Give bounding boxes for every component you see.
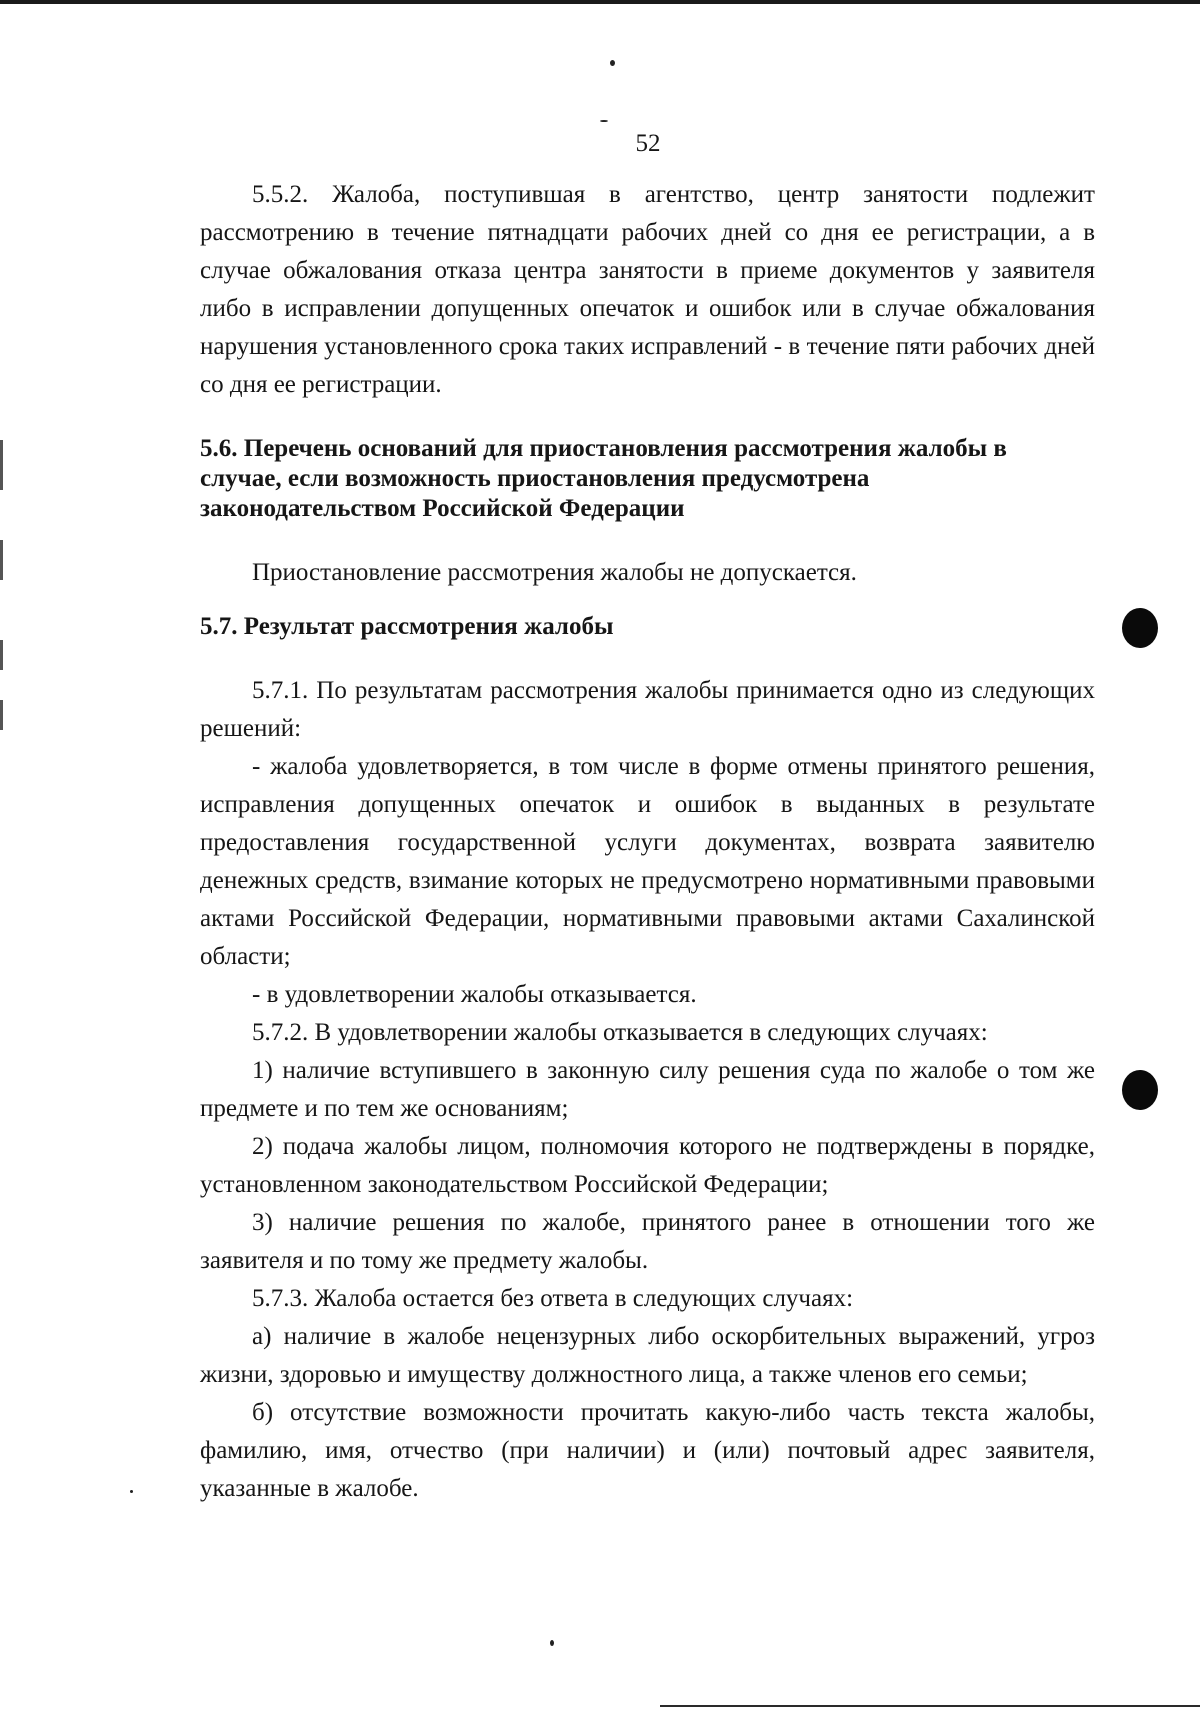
document-body xyxy=(200,176,1095,1508)
refusal-item-2: 2) подача жалобы лицом, полномочия которого не подтверждены в порядке, установленном законодательством Российской Федерации; xyxy=(200,1133,1095,1198)
scan-bottom-border xyxy=(660,1705,1200,1707)
punch-hole-upper xyxy=(1122,608,1158,648)
section-heading-5-6-line3: законодательством Российской Федерации xyxy=(200,495,685,522)
no-answer-item-b: б) отсутствие возможности прочитать какую-либо часть текста жалобы, фамилию, имя, отчество (при наличии) и (или) почтовый адрес заявителя, указанные в жалобе. xyxy=(200,1399,1095,1502)
page-number: 52 xyxy=(635,130,661,157)
refusal-item-1: 1) наличие вступившего в законную силу решения суда по жалобе о том же предмете и по тем же основаниям; xyxy=(200,1057,1095,1122)
paragraph-5-7-1: 5.7.1. По результатам рассмотрения жалобы принимается одно из следующих решений: xyxy=(200,677,1095,742)
decision-item-1: - жалоба удовлетворяется, в том числе в форме отмены принятого решения, исправления допущенных опечаток и ошибок в выданных в результате предоставления государственной услуги документах, возврата заявителю денежных средств, взимание которых не предусмотрено нормативными правовыми актами Российской Федерации, нормативными правовыми актами Сахалинской области; xyxy=(200,753,1095,970)
scan-edge-mark xyxy=(0,700,3,730)
section-heading-5-6-line2: случае, если возможность приостановления предусмотрена xyxy=(200,465,870,492)
section-heading-5-6-line1: 5.6. Перечень оснований для приостановления рассмотрения жалобы в xyxy=(200,435,1007,462)
paragraph-5-7-3: 5.7.3. Жалоба остается без ответа в следующих случаях: xyxy=(252,1285,854,1312)
scan-edge-mark xyxy=(0,440,3,490)
paragraph-5-7-2: 5.7.2. В удовлетворении жалобы отказывается в следующих случаях: xyxy=(252,1019,988,1046)
punch-hole-lower xyxy=(1122,1070,1158,1110)
scan-speck xyxy=(600,120,608,122)
decision-item-2: - в удовлетворении жалобы отказывается. xyxy=(252,981,697,1008)
section-heading-5-7: 5.7. Результат рассмотрения жалобы xyxy=(200,613,614,640)
scan-edge-mark xyxy=(0,640,3,670)
paragraph-5-5-2: 5.5.2. Жалоба, поступившая в агентство, центр занятости подлежит рассмотрению в течение пятнадцати рабочих дней со дня ее регистрации, а в случае обжалования отказа центра занятости в приеме документов у заявителя либо в исправлении допущенных опечаток и ошибок или в случае обжалования нарушения установленного срока таких исправлений - в течение пяти рабочих дней со дня ее регистрации. xyxy=(200,181,1095,398)
scan-speck xyxy=(550,1640,554,1646)
refusal-item-3: 3) наличие решения по жалобе, принятого ранее в отношении того же заявителя и по тому же предмету жалобы. xyxy=(200,1209,1095,1274)
scan-speck xyxy=(130,1490,133,1493)
scan-top-border xyxy=(0,0,1200,4)
paragraph-5-6-text: Приостановление рассмотрения жалобы не допускается. xyxy=(252,559,857,586)
no-answer-item-a: а) наличие в жалобе нецензурных либо оскорбительных выражений, угроз жизни, здоровью и имуществу должностного лица, а также членов его семьи; xyxy=(200,1323,1095,1388)
scan-edge-mark xyxy=(0,540,3,580)
scan-speck xyxy=(610,60,615,66)
